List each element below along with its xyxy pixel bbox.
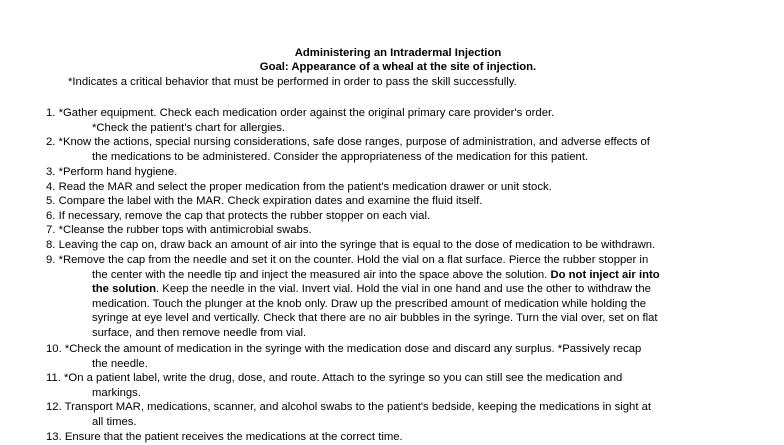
list-item	[46, 253, 746, 341]
step-continuation	[46, 268, 746, 283]
step-text: . Keep the needle in the vial. Invert vial. Hold the vial in one hand and use the other to withdraw the	[156, 283, 651, 296]
step-text: *Gather equipment. Check each medication order against the original primary care provider's order.	[58, 107, 555, 119]
step-continuation: markings.	[92, 386, 141, 399]
list-item	[46, 180, 746, 195]
step-number: 6.	[46, 210, 56, 222]
step-continuation: medication. Touch the plunger at the knob only. Draw up the prescribed amount of medication while holding the	[92, 297, 647, 310]
step-number: 4.	[46, 181, 56, 193]
step-text: *Perform hand hygiene.	[58, 166, 178, 178]
list-item	[46, 371, 746, 400]
goal-statement: Goal: Appearance of a wheal at the site of injection.	[259, 61, 537, 73]
step-number: 1.	[46, 107, 56, 119]
list-item	[46, 430, 746, 445]
step-continuation: the medications to be administered. Consider the appropriateness of the medication for this patient.	[92, 150, 589, 163]
step-text: *Remove the cap from the needle and set it on the counter. Hold the vial on a flat surface. Pierce the rubber stopper in	[58, 254, 649, 266]
step-text: Read the MAR and select the proper medication from the patient's medication drawer or unit stock.	[58, 181, 552, 193]
list-item	[46, 238, 746, 253]
critical-behavior-note: *Indicates a critical behavior that must be performed in order to pass the skill successfully.	[68, 76, 517, 88]
list-item	[46, 194, 746, 209]
step-text: Compare the label with the MAR. Check expiration dates and examine the fluid itself.	[58, 195, 483, 207]
step-number: 3.	[46, 166, 56, 178]
list-item	[46, 400, 746, 429]
step-number: 2.	[46, 136, 56, 148]
step-text: *Cleanse the rubber tops with antimicrobial swabs.	[58, 224, 312, 236]
step-continuation: syringe at eye level and vertically. Check that there are no air bubbles in the syringe. Turn the vial over, set on flat	[92, 312, 658, 325]
step-number: 7.	[46, 224, 56, 236]
step-text: *Know the actions, special nursing considerations, safe dose ranges, purpose of administration, and adverse effects of	[55, 136, 650, 148]
step-number: 5.	[46, 195, 56, 207]
list-item	[46, 342, 746, 371]
step-number: 13.	[46, 431, 62, 443]
step-number: 10.	[46, 343, 62, 355]
step-number: 9.	[46, 254, 56, 266]
list-item	[46, 135, 746, 164]
step-number: 8.	[46, 239, 56, 251]
step-continuation: the needle.	[92, 357, 148, 370]
document-title: Administering an Intradermal Injection	[294, 47, 502, 59]
step-text: Transport MAR, medications, scanner, and alcohol swabs to the patient's bedside, keeping the medications in sight at	[64, 401, 652, 413]
step-text: *On a patient label, write the drug, dose, and route. Attach to the syringe so you can still see the medication and	[60, 372, 623, 384]
step-warning-bold: the solution	[92, 283, 157, 296]
step-text: the center with the needle tip and inject the measured air into the space above the solution.	[92, 268, 551, 281]
step-text: Leaving the cap on, draw back an amount of air into the syringe that is equal to the dose of medication to be withdrawn.	[58, 239, 656, 251]
step-number: 11.	[46, 372, 61, 384]
list-item	[46, 165, 746, 180]
step-text: Ensure that the patient receives the medications at the correct time.	[64, 431, 403, 443]
step-warning-bold: Do not inject air into	[550, 268, 660, 281]
step-continuation: all times.	[92, 415, 137, 428]
step-continuation	[46, 282, 746, 297]
list-item	[46, 223, 746, 238]
step-text: *Check the amount of medication in the syringe with the medication dose and discard any surplus. *Passively recap	[61, 343, 642, 355]
list-item	[46, 209, 746, 224]
step-sub-item: *Check the patient's chart for allergies.	[92, 122, 286, 134]
list-item	[46, 106, 746, 121]
step-text: If necessary, remove the cap that protects the rubber stopper on each vial.	[58, 210, 431, 222]
step-continuation: surface, and then remove needle from vial.	[92, 326, 307, 339]
step-number: 12.	[46, 401, 62, 413]
